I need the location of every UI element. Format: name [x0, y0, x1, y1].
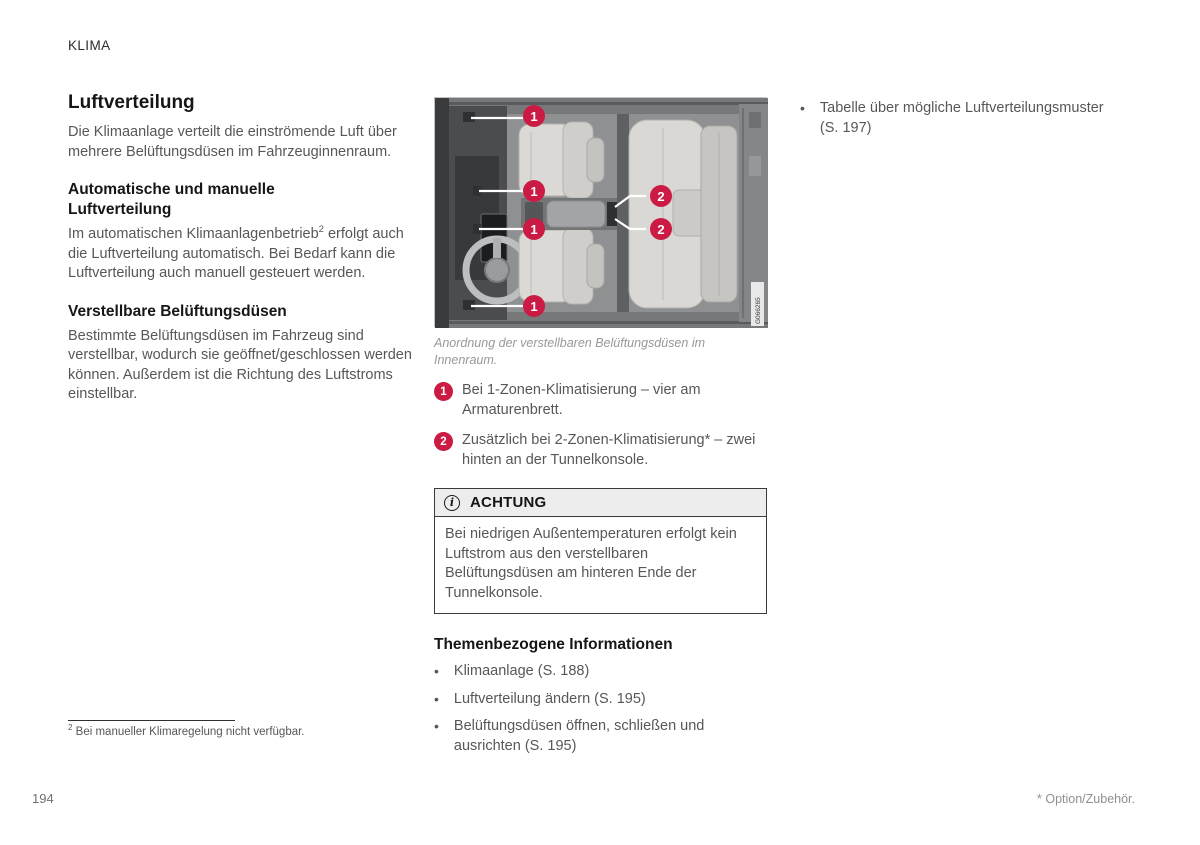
callout-item [434, 431, 767, 470]
warning-box-header [435, 489, 766, 517]
subsection-body-adjustable-vents: Bestimmte Belüftungsdüsen im Fahrzeug sind verstellbar, wodurch sie geöffnet/geschlossen werden können. Außerdem ist die Richtung des Luftstroms einstellbar. [68, 327, 412, 402]
rear-bench-seat [629, 120, 737, 308]
figure-marker-1b: 1 [523, 180, 545, 202]
footnote-number: 2 [68, 723, 73, 733]
figure [434, 97, 767, 327]
car-interior-illustration [435, 98, 768, 328]
callout-text: Bei 1-Zonen-Klimatisierung – vier am Armaturenbrett. [462, 382, 701, 418]
left-column [68, 92, 420, 405]
warning-title: ACHTUNG [470, 494, 547, 511]
list-item [800, 99, 1140, 138]
middle-column [434, 97, 767, 756]
info-icon: i [444, 495, 460, 511]
callout-badge-1: 1 [434, 382, 453, 401]
bullet-dot: • [434, 690, 439, 707]
figure-watermark: G066265 [755, 297, 762, 324]
bullet-dot: • [434, 663, 439, 679]
footnote [68, 720, 408, 740]
figure-marker-2a: 2 [650, 185, 672, 207]
right-column [800, 99, 1140, 138]
bullet-dot: • [434, 718, 439, 734]
footnote-reference: 2 [318, 224, 324, 236]
list-item [434, 690, 767, 710]
page-title: Luftverteilung [68, 92, 195, 113]
list-item [434, 662, 767, 682]
warning-body: Bei niedrigen Außentemperaturen erfolgt kein Luftstrom aus den verstellbaren Belüftungsdüsen am hinteren Ende der Tunnelkonsole. [445, 526, 737, 601]
related-heading: Themenbezogene Informationen [434, 636, 673, 653]
list-item [434, 717, 767, 756]
footnote-text [68, 725, 408, 740]
list-item-text: Klimaanlage (S. 188) [453, 663, 590, 679]
subsection-heading-adjustable-vents: Verstellbare Belüftungsdüsen [68, 302, 287, 320]
footnote-divider [68, 720, 235, 721]
subsection-heading-auto-manual: Automatische und manuelle Luftverteilung [68, 181, 275, 218]
related-list [434, 662, 767, 756]
figure-marker-1c: 1 [523, 218, 545, 240]
section-header: KLIMA [68, 38, 111, 53]
figure-marker-1d: 1 [523, 295, 545, 317]
list-item-text: Tabelle über mögliche Luftverteilungsmuster (S. 197) [819, 100, 1104, 136]
figure-marker-1a: 1 [523, 105, 545, 127]
callout-text: Zusätzlich bei 2-Zonen-Klimatisierung* – zwei hinten an der Tunnelkonsole. [462, 432, 756, 468]
callout-list [434, 381, 767, 470]
list-item-text: Luftverteilung ändern (S. 195) [453, 690, 646, 707]
list-item-text: Belüftungsdüsen öffnen, schließen und ausrichten (S. 195) [453, 718, 705, 754]
callout-badge-2: 2 [434, 432, 453, 451]
figure-marker-2b: 2 [650, 218, 672, 240]
subsection-body-auto-manual [68, 225, 420, 284]
figure-caption: Anordnung der verstellbaren Belüftungsdüsen im Innenraum. [434, 336, 706, 367]
warning-box [434, 488, 767, 614]
intro-paragraph: Die Klimaanlage verteilt die einströmende Luft über mehrere Belüftungsdüsen im Fahrzeuginnenraum. [68, 124, 397, 160]
option-footnote: * Option/Zubehör. [1037, 792, 1135, 806]
footnote-body: Bei manueller Klimaregelung nicht verfügbar. [75, 726, 305, 738]
body-text-part2: erfolgt auch die Luftverteilung automatisch. Bei Bedarf kann die Luftverteilung auch manuell gesteuert werden. [68, 226, 404, 281]
callout-item [434, 381, 767, 420]
bullet-dot: • [800, 100, 805, 116]
body-text-part1: Im automatischen Klimaanlagenbetrieb [68, 226, 319, 242]
page-number: 194 [32, 791, 54, 806]
